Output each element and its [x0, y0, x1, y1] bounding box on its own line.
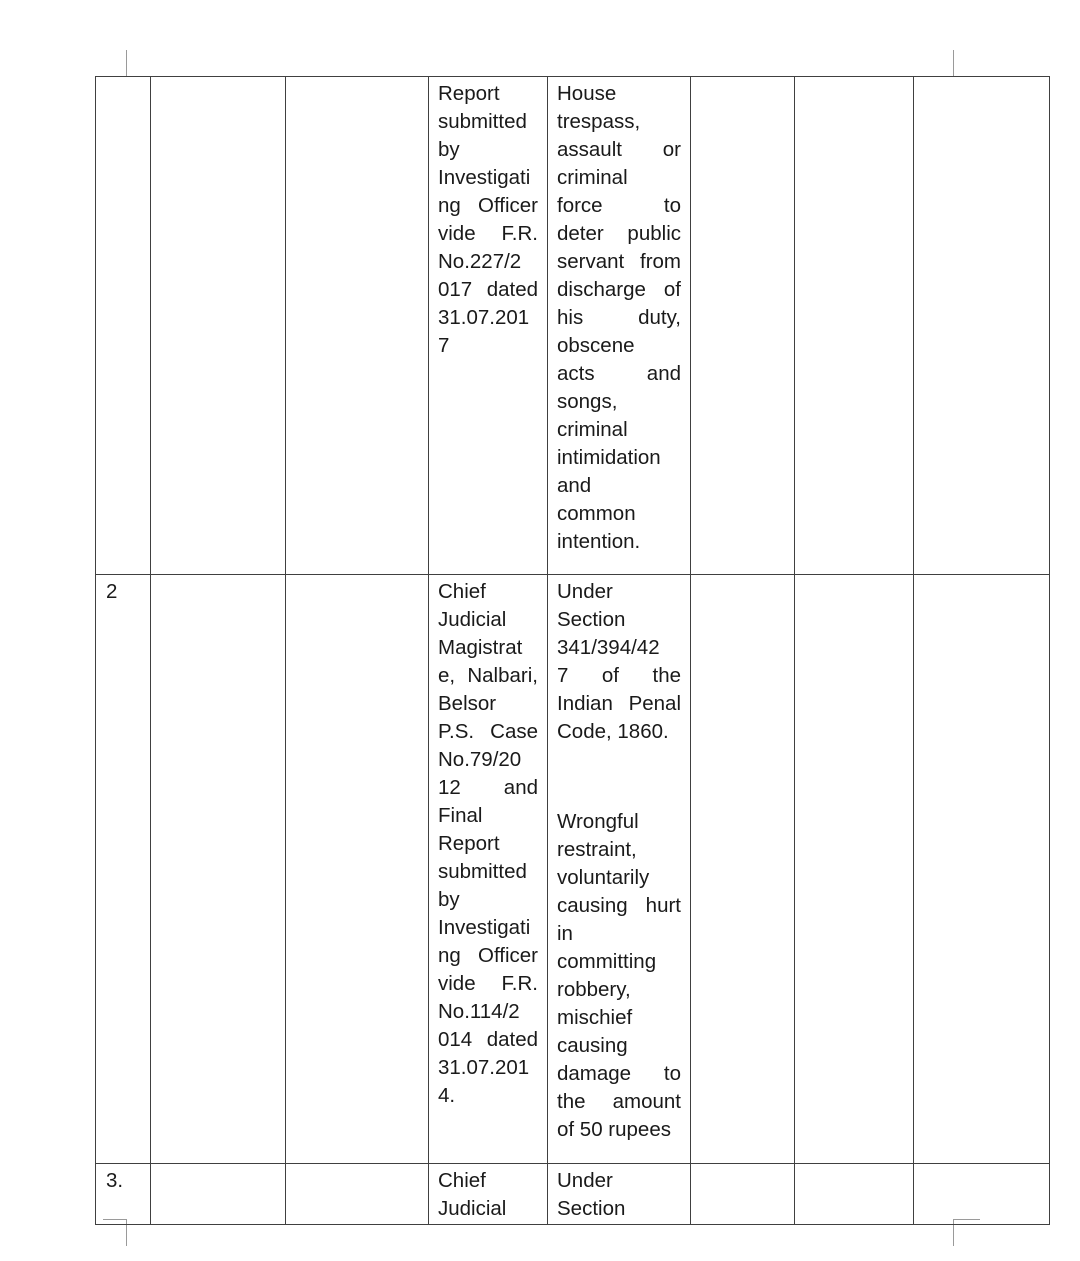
report-line: 31.07.201 [438, 1056, 530, 1079]
report-cell [429, 575, 548, 1164]
report-line: No.227/2 [438, 250, 522, 273]
report-line: 31.07.201 [438, 306, 530, 329]
empty-cell [286, 77, 429, 575]
report-line: No.114/2 [438, 1000, 520, 1023]
table-row [96, 575, 1050, 1164]
report-line: vide F.R. [438, 972, 538, 995]
report-line: Judicial [438, 1197, 507, 1220]
offence-line: of 50 rupees [557, 1118, 671, 1141]
empty-cell [914, 77, 1050, 575]
report-line: Investigati [438, 166, 531, 189]
report-line: Chief [438, 1169, 486, 1192]
report-line: by [438, 888, 460, 911]
empty-cell [691, 575, 795, 1164]
page-corner-mark-top-left [126, 50, 127, 76]
empty-cell [795, 77, 914, 575]
offence-line: restraint, [557, 838, 637, 861]
empty-cell [914, 575, 1050, 1164]
report-line: Report [438, 82, 500, 105]
section-line: Under [557, 1169, 613, 1192]
report-line: submitted [438, 110, 527, 133]
report-line: Chief [438, 580, 486, 603]
report-cell [429, 77, 548, 575]
offence-line: his duty, [557, 306, 681, 329]
empty-cell [151, 77, 286, 575]
offence-line: intimidation [557, 446, 661, 469]
section-line: Section [557, 608, 626, 631]
offence-line: mischief [557, 1006, 633, 1029]
report-line: ng Officer [438, 194, 538, 217]
empty-cell [151, 1164, 286, 1225]
report-line: Report [438, 832, 500, 855]
report-cell [429, 1164, 548, 1225]
offence-line: acts and [557, 362, 681, 385]
empty-cell [691, 1164, 795, 1225]
section-line: Code, 1860. [557, 720, 669, 743]
report-line: 014 dated [438, 1028, 538, 1051]
report-line: by [438, 138, 460, 161]
empty-cell [795, 575, 914, 1164]
section-line: Under [557, 580, 613, 603]
offence-line: in [557, 922, 573, 945]
offence-cell [548, 77, 691, 575]
report-line: Final [438, 804, 483, 827]
report-line: Belsor [438, 692, 497, 715]
section-line: 7 of the [557, 664, 681, 687]
offence-line: assault or [557, 138, 681, 161]
offence-line: discharge of [557, 278, 681, 301]
offence-line: intention. [557, 530, 641, 553]
report-line: 4. [438, 1084, 456, 1107]
empty-cell [286, 575, 429, 1164]
report-line: No.79/20 [438, 748, 522, 771]
report-line: P.S. Case [438, 720, 538, 743]
spacer [557, 774, 681, 802]
section-line: 341/394/42 [557, 636, 660, 659]
offence-line: trespass, [557, 110, 641, 133]
offence-line: force to [557, 194, 681, 217]
report-line: 7 [438, 334, 450, 357]
empty-cell [151, 575, 286, 1164]
section-line: Indian Penal [557, 692, 681, 715]
spacer [557, 746, 681, 774]
report-line: ng Officer [438, 944, 538, 967]
report-line: Investigati [438, 916, 531, 939]
offence-line: and [557, 474, 592, 497]
report-line: e, Nalbari, [438, 664, 538, 687]
offence-line: causing hurt [557, 894, 681, 917]
empty-cell [795, 1164, 914, 1225]
offence-line: robbery, [557, 978, 631, 1001]
serial-cell [96, 575, 151, 1164]
offence-description [557, 808, 681, 1144]
offence-line: common [557, 502, 636, 525]
offence-line: songs, [557, 390, 618, 413]
section-line: Section [557, 1197, 626, 1220]
offence-line: causing [557, 1034, 628, 1057]
report-line: 12 and [438, 776, 538, 799]
report-line: Magistrat [438, 636, 523, 659]
offence-line: deter public [557, 222, 681, 245]
empty-cell [914, 1164, 1050, 1225]
empty-cell [286, 1164, 429, 1225]
offence-line: damage to [557, 1062, 681, 1085]
report-line: Judicial [438, 608, 507, 631]
serial-cell [96, 77, 151, 575]
offence-cell [548, 575, 691, 1164]
offence-cell [548, 1164, 691, 1225]
offence-line: criminal [557, 418, 628, 441]
serial-number: 3. [106, 1169, 124, 1192]
page-corner-mark-top-right [953, 50, 954, 76]
offence-line: committing [557, 950, 657, 973]
report-line: vide F.R. [438, 222, 538, 245]
offence-line: servant from [557, 250, 681, 273]
empty-cell [691, 77, 795, 575]
table-row [96, 1164, 1050, 1225]
offence-line: obscene [557, 334, 635, 357]
table-row [96, 77, 1050, 575]
offence-line: voluntarily [557, 866, 650, 889]
offence-line: Wrongful [557, 810, 639, 833]
report-line: 017 dated [438, 278, 538, 301]
offence-line: the amount [557, 1090, 681, 1113]
offence-line: criminal [557, 166, 628, 189]
report-line: submitted [438, 860, 527, 883]
case-table [95, 76, 1050, 1225]
serial-number: 2 [106, 580, 118, 603]
serial-cell [96, 1164, 151, 1225]
offence-line: House [557, 82, 617, 105]
